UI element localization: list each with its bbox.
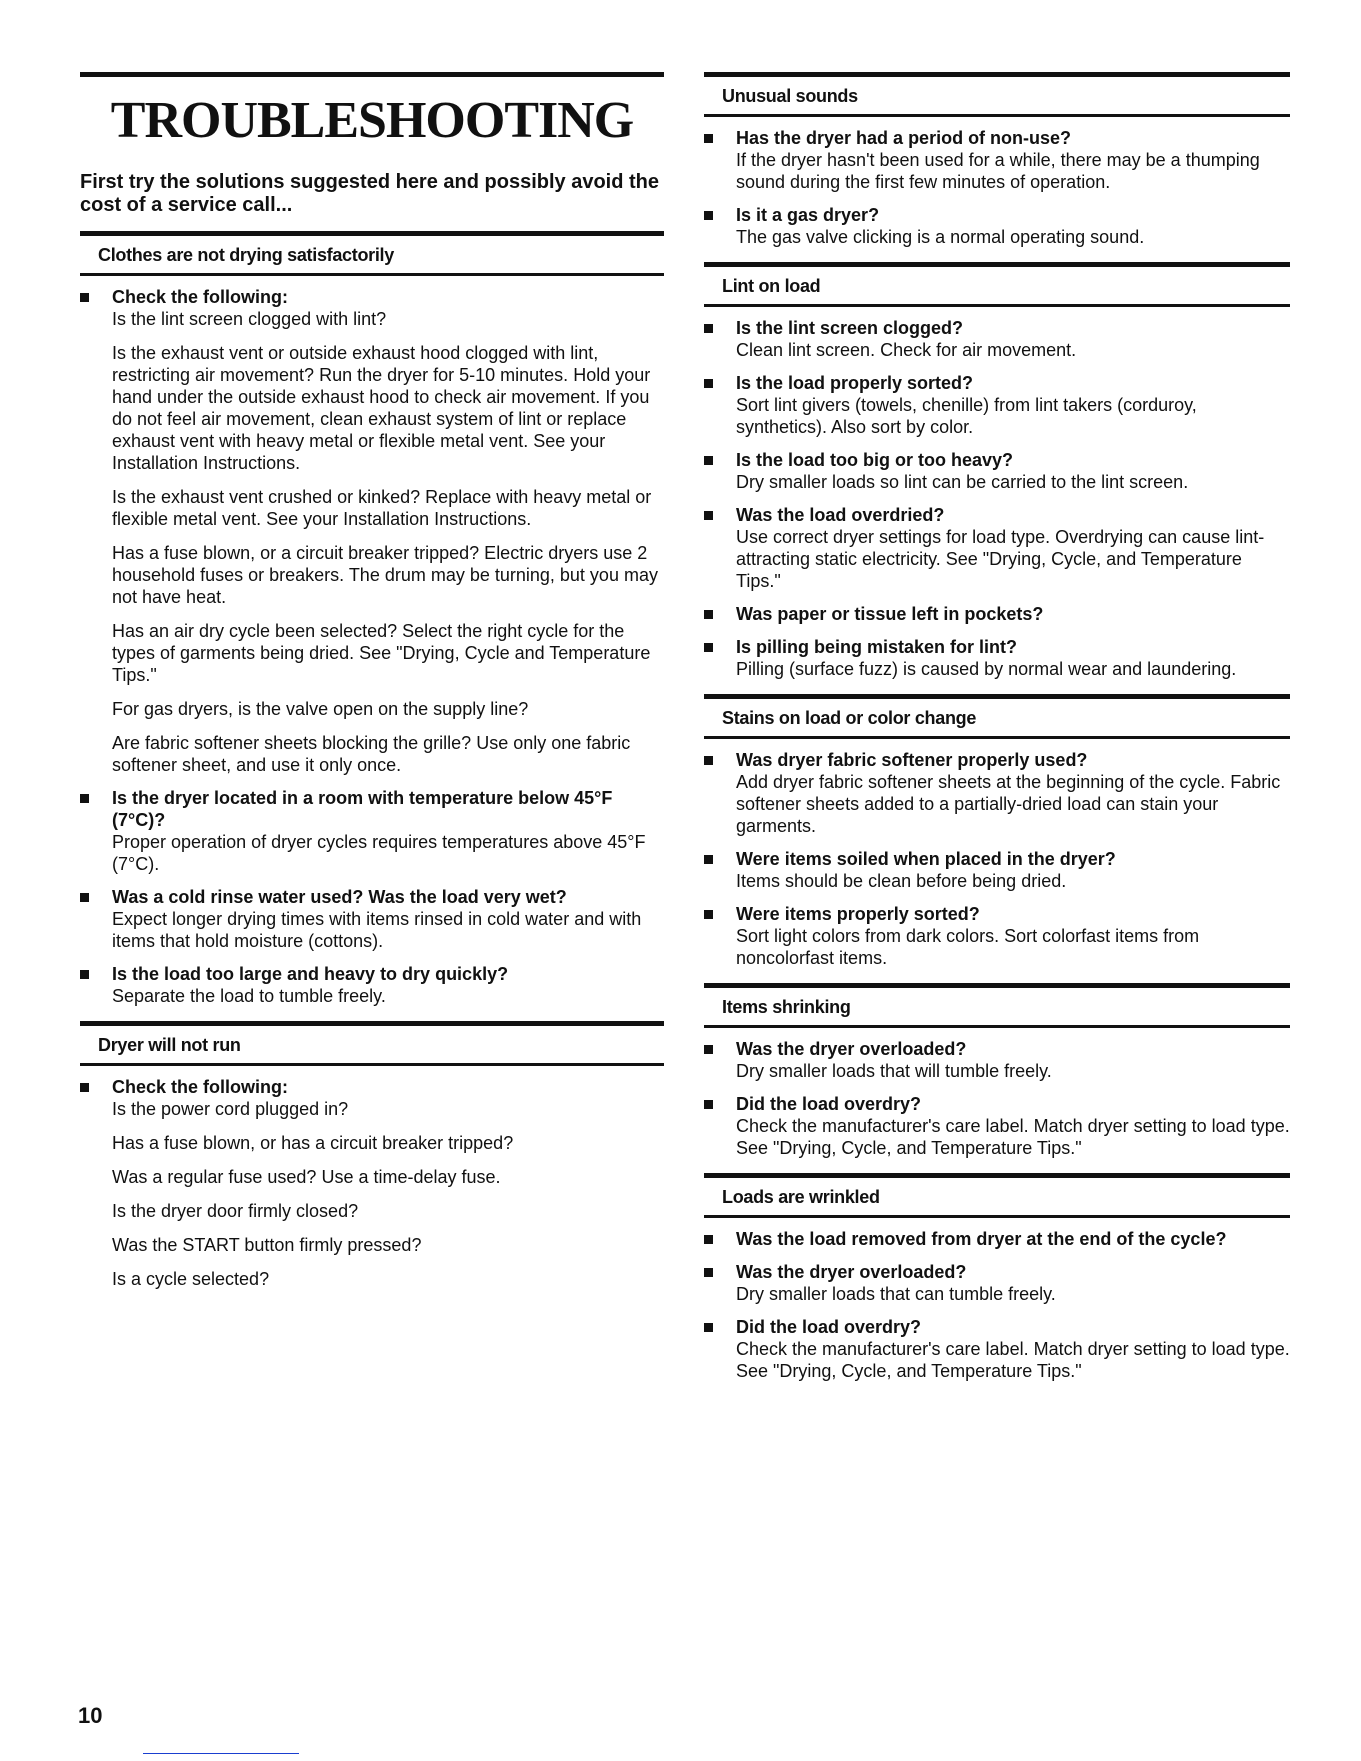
section-heading: Lint on load — [704, 262, 1290, 307]
right-column — [704, 72, 1290, 1396]
item-answer: Check the manufacturer's care label. Match dryer setting to load type. See "Drying, Cycle, and Temperature Tips." — [736, 1116, 1290, 1158]
bullet-square-icon — [704, 1268, 713, 1277]
section-items — [80, 276, 664, 1007]
item-question: Is the dryer located in a room with temperature below 45°F (7°C)? — [112, 788, 613, 830]
item-answer: Items should be clean before being dried. — [736, 871, 1067, 891]
bullet-square-icon — [704, 610, 713, 619]
section-heading: Unusual sounds — [704, 72, 1290, 117]
left-column — [80, 72, 664, 1304]
item-answer: Add dryer fabric softener sheets at the beginning of the cycle. Fabric softener sheets added to a partially-dried load can stain your garments. — [736, 772, 1281, 836]
troubleshooting-item — [704, 749, 1290, 837]
troubleshooting-section — [704, 262, 1290, 680]
bullet-square-icon — [704, 211, 713, 220]
troubleshooting-item — [80, 787, 664, 875]
troubleshooting-item — [704, 1316, 1290, 1382]
item-answer: Dry smaller loads so lint can be carried to the lint screen. — [736, 472, 1189, 492]
item-paragraph: Is a cycle selected? — [112, 1269, 270, 1289]
item-question: Has the dryer had a period of non-use? — [736, 128, 1072, 148]
troubleshooting-section — [80, 1021, 664, 1290]
item-answer: If the dryer hasn't been used for a while, there may be a thumping sound during the first few minutes of operation. — [736, 150, 1260, 192]
troubleshooting-item — [80, 963, 664, 1007]
item-answer: Dry smaller loads that will tumble freely. — [736, 1061, 1052, 1081]
bullet-square-icon — [80, 1083, 89, 1092]
troubleshooting-item — [704, 1038, 1290, 1082]
section-items — [704, 1028, 1290, 1159]
troubleshooting-item — [704, 636, 1290, 680]
bullet-square-icon — [704, 1100, 713, 1109]
item-answer: Clean lint screen. Check for air movement. — [736, 340, 1077, 360]
troubleshooting-item — [704, 603, 1290, 625]
troubleshooting-item — [704, 317, 1290, 361]
item-question: Did the load overdry? — [736, 1094, 922, 1114]
item-answer: The gas valve clicking is a normal operating sound. — [736, 227, 1145, 247]
bullet-square-icon — [704, 1323, 713, 1332]
section-items — [704, 307, 1290, 680]
item-paragraph: Was a regular fuse used? Use a time-delay fuse. — [112, 1167, 501, 1187]
item-question: Is the lint screen clogged? — [736, 318, 964, 338]
troubleshooting-item — [704, 449, 1290, 493]
troubleshooting-item — [80, 286, 664, 776]
troubleshooting-item — [704, 1228, 1290, 1250]
section-items — [704, 739, 1290, 969]
troubleshooting-section — [704, 72, 1290, 248]
bottom-link-underline[interactable] — [143, 1753, 299, 1754]
item-question: Check the following: — [112, 287, 289, 307]
item-paragraph: Proper operation of dryer cycles requires temperatures above 45°F (7°C). — [112, 832, 646, 874]
section-heading: Clothes are not drying satisfactorily — [80, 231, 664, 276]
item-paragraph: Is the exhaust vent or outside exhaust hood clogged with lint, restricting air movement? Run the dryer for 5-10 minutes. Hold your hand under the outside exhaust hood to check air movement. If you do not feel air movement, clean exhaust system of lint or replace exhaust vent with heavy metal or flexible metal vent. See your Installation Instructions. — [112, 343, 651, 473]
item-question: Was paper or tissue left in pockets? — [736, 604, 1044, 624]
left-sections — [80, 231, 664, 1290]
item-question: Is it a gas dryer? — [736, 205, 880, 225]
item-question: Were items properly sorted? — [736, 904, 980, 924]
troubleshooting-section — [704, 983, 1290, 1159]
troubleshooting-item — [704, 903, 1290, 969]
troubleshooting-item — [80, 886, 664, 952]
item-paragraph: Is the exhaust vent crushed or kinked? Replace with heavy metal or flexible metal vent. See your Installation Instructions. — [112, 487, 652, 529]
item-question: Is the load too big or too heavy? — [736, 450, 1014, 470]
item-paragraph: Has a fuse blown, or a circuit breaker tripped? Electric dryers use 2 household fuses or breakers. The drum may be turning, but you may not have heat. — [112, 543, 658, 607]
item-question: Was the load overdried? — [736, 505, 945, 525]
section-items — [704, 117, 1290, 248]
troubleshooting-item — [80, 1076, 664, 1290]
troubleshooting-section — [704, 1173, 1290, 1382]
bullet-square-icon — [704, 756, 713, 765]
item-answer: Pilling (surface fuzz) is caused by normal wear and laundering. — [736, 659, 1237, 679]
bullet-square-icon — [704, 379, 713, 388]
item-paragraph: Are fabric softener sheets blocking the grille? Use only one fabric softener sheet, and use it only once. — [112, 733, 631, 775]
bullet-square-icon — [704, 855, 713, 864]
troubleshooting-item — [704, 504, 1290, 592]
troubleshooting-item — [704, 372, 1290, 438]
section-items — [704, 1218, 1290, 1382]
item-question: Is the load properly sorted? — [736, 373, 974, 393]
item-answer: Use correct dryer settings for load type. Overdrying can cause lint-attracting static electricity. See "Drying, Cycle, and Temperature Tips." — [736, 527, 1265, 591]
item-answer: Dry smaller loads that can tumble freely. — [736, 1284, 1056, 1304]
item-question: Did the load overdry? — [736, 1317, 922, 1337]
item-question: Check the following: — [112, 1077, 289, 1097]
item-paragraph: Has an air dry cycle been selected? Select the right cycle for the types of garments being dried. See "Drying, Cycle and Temperature Tips." — [112, 621, 651, 685]
item-question: Was the dryer overloaded? — [736, 1262, 967, 1282]
bullet-square-icon — [704, 1235, 713, 1244]
bullet-square-icon — [80, 970, 89, 979]
bullet-square-icon — [704, 910, 713, 919]
title-rule — [80, 72, 664, 77]
troubleshooting-item — [704, 848, 1290, 892]
item-answer: Check the manufacturer's care label. Match dryer setting to load type. See "Drying, Cycle, and Temperature Tips." — [736, 1339, 1290, 1381]
section-heading: Items shrinking — [704, 983, 1290, 1028]
troubleshooting-item — [704, 1261, 1290, 1305]
intro-text: First try the solutions suggested here and possibly avoid the cost of a service call... — [80, 171, 659, 216]
item-paragraph: Separate the load to tumble freely. — [112, 986, 386, 1006]
item-answer: Sort lint givers (towels, chenille) from lint takers (corduroy, synthetics). Also sort by color. — [736, 395, 1197, 437]
bullet-square-icon — [704, 643, 713, 652]
right-sections — [704, 72, 1290, 1382]
bullet-square-icon — [704, 324, 713, 333]
item-question: Is pilling being mistaken for lint? — [736, 637, 1018, 657]
troubleshooting-item — [704, 204, 1290, 248]
item-paragraph: Is the lint screen clogged with lint? — [112, 309, 387, 329]
page-number: 10 — [78, 1703, 103, 1728]
item-paragraph: Is the dryer door firmly closed? — [112, 1201, 359, 1221]
bullet-square-icon — [80, 893, 89, 902]
bullet-square-icon — [704, 511, 713, 520]
troubleshooting-item — [704, 127, 1290, 193]
item-question: Were items soiled when placed in the dryer? — [736, 849, 1116, 869]
section-heading: Dryer will not run — [80, 1021, 664, 1066]
item-paragraph: Has a fuse blown, or has a circuit breaker tripped? — [112, 1133, 514, 1153]
page-title: TROUBLESHOOTING — [110, 92, 634, 149]
section-heading: Stains on load or color change — [704, 694, 1290, 739]
bullet-square-icon — [704, 1045, 713, 1054]
troubleshooting-item — [704, 1093, 1290, 1159]
item-paragraph: Expect longer drying times with items rinsed in cold water and with items that hold moisture (cottons). — [112, 909, 642, 951]
bullet-square-icon — [80, 794, 89, 803]
bullet-square-icon — [704, 456, 713, 465]
section-heading: Loads are wrinkled — [704, 1173, 1290, 1218]
item-answer: Sort light colors from dark colors. Sort colorfast items from noncolorfast items. — [736, 926, 1200, 968]
troubleshooting-section — [80, 231, 664, 1007]
section-items — [80, 1066, 664, 1290]
item-paragraph: For gas dryers, is the valve open on the supply line? — [112, 699, 529, 719]
item-paragraph: Is the power cord plugged in? — [112, 1099, 349, 1119]
item-question: Was dryer fabric softener properly used? — [736, 750, 1088, 770]
item-question: Was the load removed from dryer at the end of the cycle? — [736, 1229, 1227, 1249]
item-question: Is the load too large and heavy to dry quickly? — [112, 964, 509, 984]
item-question: Was a cold rinse water used? Was the load very wet? — [112, 887, 567, 907]
item-paragraph: Was the START button firmly pressed? — [112, 1235, 422, 1255]
troubleshooting-section — [704, 694, 1290, 969]
item-question: Was the dryer overloaded? — [736, 1039, 967, 1059]
bullet-square-icon — [704, 134, 713, 143]
bullet-square-icon — [80, 293, 89, 302]
